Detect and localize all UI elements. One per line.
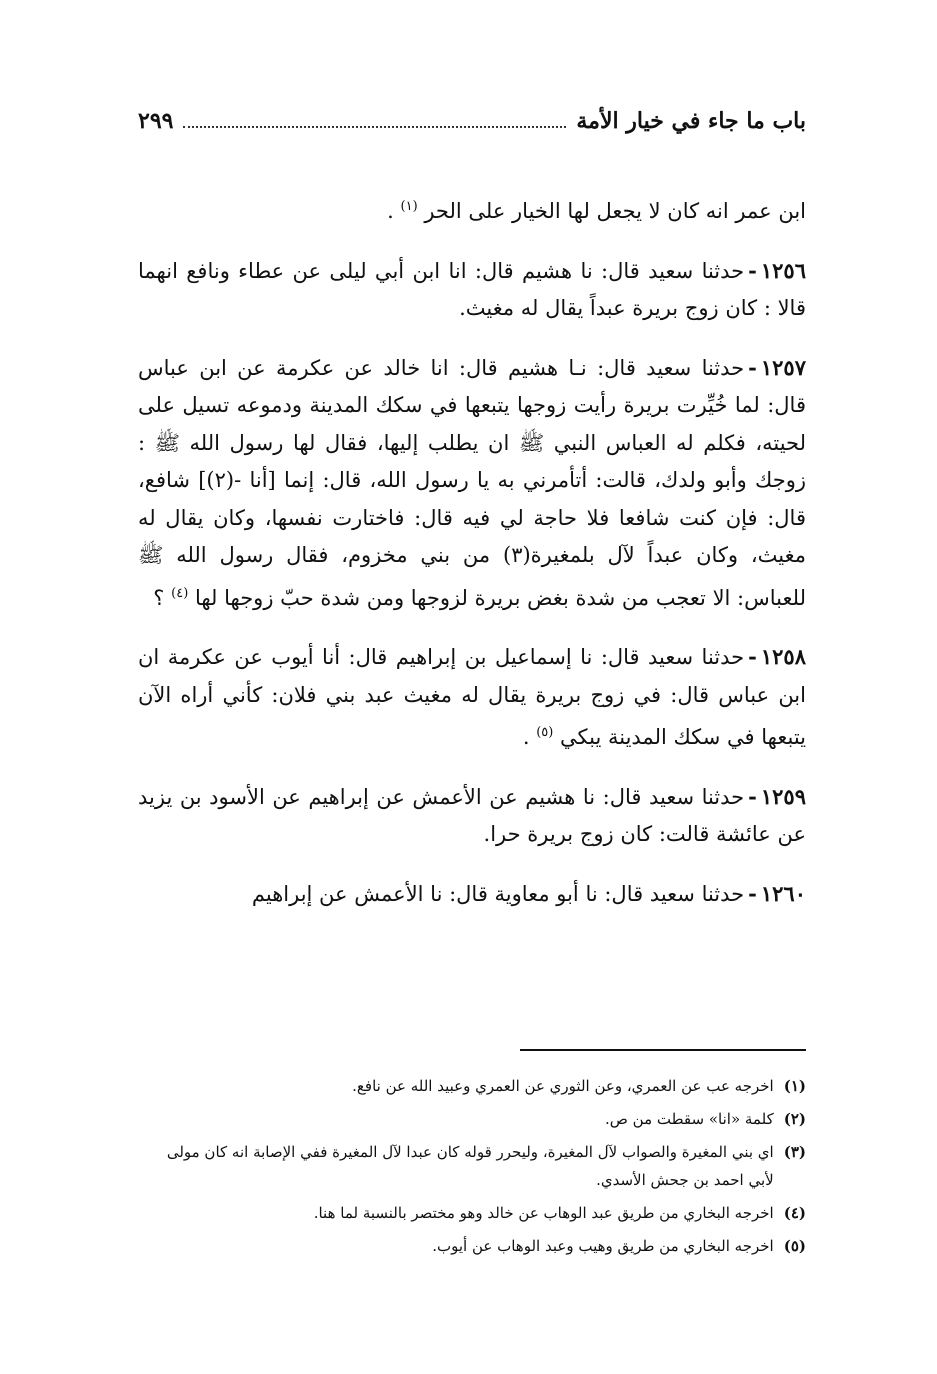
paragraph-tail: . [522,725,530,749]
paragraph-text: حدثنا سعيد قال: نـا هشيم قال: انا خالد عن عكرمة عن ابن عباس قال: لما خُيِّرت بريرة رأيت زوجها يتبعها في سكك المدينة ودموعه تسيل على لحيته، فكلم له العباس النبي ﷺ ان يطلب إليها، فقال لها رسول الله ﷺ : زوجك وأبو ولدك، قالت: أتأمرني به يا رسول الله، قال: إنما [أنا -(٢)] شافع، قال: فإن كنت شافعا فلا حاجة لي فيه قال: فاختارت نفسها، وكان يقال له مغيث، وكان عبداً لآل بلمغيرة(٣) من بني مخزوم، فقال رسول الله ﷺ للعباس: الا تعجب من شدة بغض بريرة لزوجها ومن شدة حبّ زوجها لها [138,355,807,610]
footnote-marker: (١) [783,1077,806,1095]
hadith-paragraph [138,349,806,618]
footnote-text: اخرجه عب عن العمري، وعن الثوري عن العمري وعبيد الله عن نافع. [352,1077,774,1095]
paragraph-text: حدثنا سعيد قال: نا هشيم قال: انا ابن أبي ليلى عن عطاء ونافع انهما قالا : كان زوج بريرة عبداً يقال له مغيث. [138,258,806,320]
hadith-dash: - [748,644,757,669]
footnote-marker: (٢) [783,1110,806,1128]
footnotes [138,1072,806,1265]
page-number: ٢٩٩ [138,108,174,134]
paragraph-text: ابن عمر انه كان لا يجعل لها الخيار على الحر [424,199,806,223]
footnote-text: اخرجه البخاري من طريق عبد الوهاب عن خالد وهو مختصر بالنسبة لما هنا. [313,1204,774,1222]
hadith-dash: - [748,257,757,283]
hadith-number: ١٢٥٩ [760,783,806,809]
footnote-ref: (٤) [171,585,189,601]
paragraph-tail: ؟ [153,585,165,610]
footnote-marker: (٣) [783,1143,806,1161]
paragraph-continuation [138,188,806,231]
footnote [138,1138,806,1194]
footnote-marker: (٤) [783,1204,806,1222]
footnote-separator [520,1049,806,1051]
running-header-row [138,108,806,134]
footnote [138,1232,806,1260]
paragraph-text: حدثنا سعيد قال: نا إسماعيل بن إبراهيم قال: أنا أيوب عن عكرمة ان ابن عباس قال: في زوج بريرة يقال له مغيث عبد بني فلان: كأني أراه الآن يتبعها في سكك المدينة يبكي [138,645,806,749]
hadith-number: ١٢٥٨ [760,644,806,669]
paragraph-tail: . [387,199,394,223]
paragraph-text: حدثنا سعيد قال: نا هشيم عن الأعمش عن إبراهيم عن الأسود بن يزيد عن عائشة قالت: كان زوج بريرة حرا. [138,784,806,846]
footnote-text: كلمة «انا» سقطت من ص. [605,1110,774,1128]
chapter-title: باب ما جاء في خيار الأمة [576,108,806,134]
hadith-number: ١٢٦٠ [760,880,806,906]
footnote-text: اخرجه البخاري من طريق وهيب وعبد الوهاب عن أيوب. [432,1237,774,1255]
running-header [138,104,806,138]
footnote-marker: (٥) [783,1237,806,1255]
hadith-paragraph [138,778,806,854]
hadith-paragraph [138,638,806,757]
footnote-ref: (٥) [536,725,554,740]
footnote [138,1072,806,1100]
hadith-paragraph [138,252,806,328]
footnote [138,1199,806,1227]
footnote [138,1105,806,1133]
footnote-text: اي بني المغيرة والصواب لآل المغيرة، وليحرر قوله كان عبدا لآل المغيرة ففي الإصابة انه كان مولى لأبي احمد بن جحش الأسدي. [166,1143,774,1189]
paragraph-text: حدثنا سعيد قال: نا أبو معاوية قال: نا الأعمش عن إبراهيم [251,881,745,906]
hadith-paragraph [138,875,806,914]
main-text [138,188,806,934]
hadith-number: ١٢٥٧ [760,354,806,380]
hadith-dash: - [748,880,757,906]
header-dotted-leader [183,126,566,128]
footnote-ref: (١) [400,199,418,214]
hadith-dash: - [748,354,757,380]
hadith-number: ١٢٥٦ [760,257,806,283]
hadith-dash: - [748,783,757,809]
